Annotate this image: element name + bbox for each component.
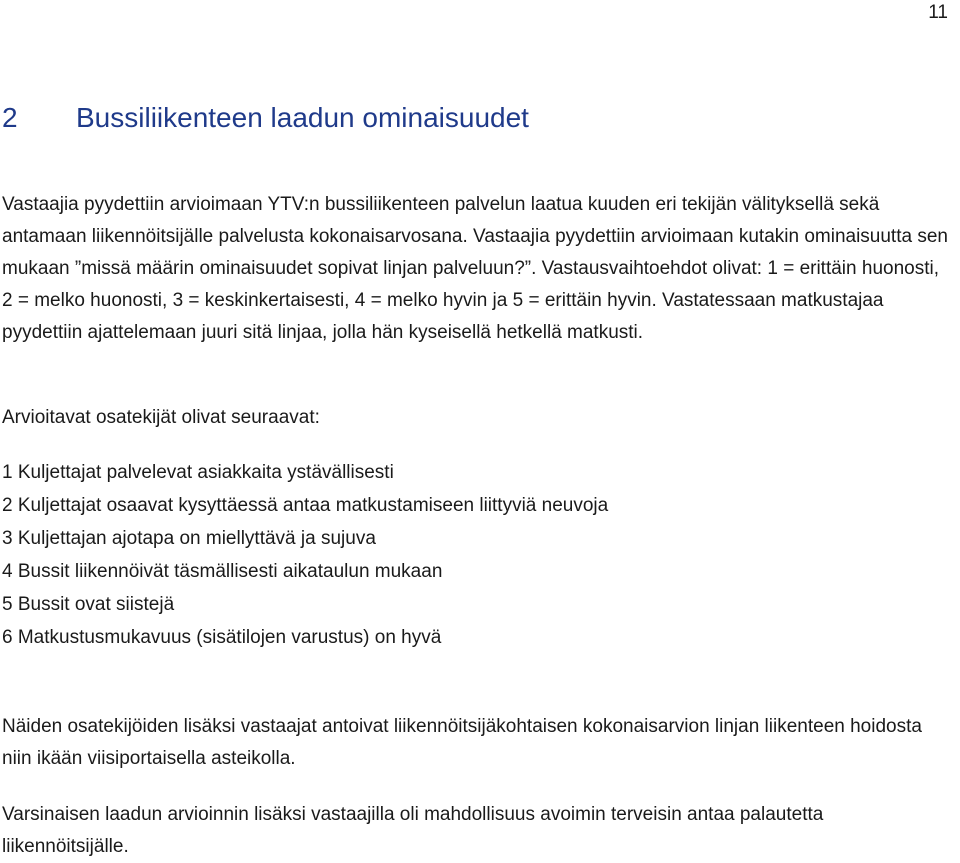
page-number: 11: [928, 2, 948, 23]
list-item: 1 Kuljettajat palvelevat asiakkaita ystävällisesti: [2, 462, 394, 483]
section-number: 2: [2, 102, 18, 133]
section-title: Bussiliikenteen laadun ominaisuudet: [76, 102, 529, 133]
list-item: 6 Matkustusmukavuus (sisätilojen varustus) on hyvä: [2, 627, 442, 648]
intro-paragraph: Vastaajia pyydettiin arvioimaan YTV:n bussiliikenteen palvelun laatua kuuden eri tekijän välityksellä sekä antamaan liikennöitsijälle palvelusta kokonaisarvosana. Vastaajia pyydettiin arvioimaan kutakin ominaisuutta sen mukaan ”missä määrin ominaisuudet sopivat linjan palveluun?”. Vastausvaihtoehdot olivat: 1 = erittäin huonosti, 2 = melko huonosti, 3 = keskinkertaisesti, 4 = melko hyvin ja 5 = erittäin hyvin. Vastatessaan matkustajaa pyydettiin ajattelemaan juuri sitä linjaa, jolla hän kyseisellä hetkellä matkusti.: [2, 194, 948, 343]
feedback-paragraph: Varsinaisen laadun arvioinnin lisäksi vastaajilla oli mahdollisuus avoimin terveisin antaa palautetta liikennöitsijälle.: [2, 804, 824, 857]
list-item: 5 Bussit ovat siistejä: [2, 594, 175, 615]
section-heading: [2, 102, 529, 134]
list-intro-paragraph: Arvioitavat osatekijät olivat seuraavat:: [2, 407, 320, 428]
attribute-list: [2, 456, 608, 654]
list-item: 4 Bussit liikennöivät täsmällisesti aikataulun mukaan: [2, 561, 443, 582]
list-item: 3 Kuljettajan ajotapa on miellyttävä ja sujuva: [2, 528, 376, 549]
list-item: 2 Kuljettajat osaavat kysyttäessä antaa matkustamiseen liittyviä neuvoja: [2, 495, 609, 516]
overall-rating-paragraph: Näiden osatekijöiden lisäksi vastaajat antoivat liikennöitsijäkohtaisen kokonaisarvion linjan liikenteen hoidosta niin ikään viisiportaisella asteikolla.: [2, 716, 922, 769]
